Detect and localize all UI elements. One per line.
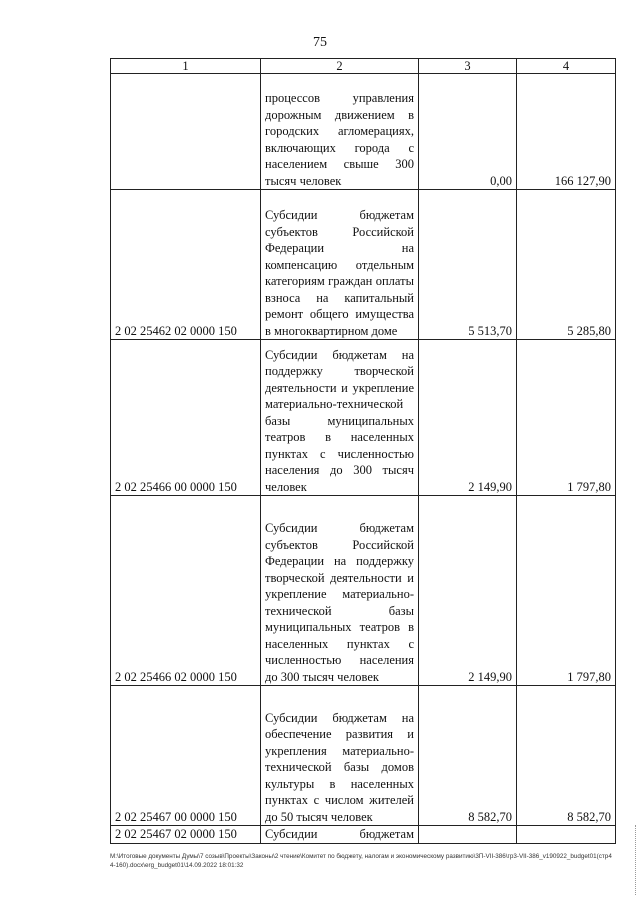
column-header-4: 4 [517,59,616,74]
table-row [111,686,616,826]
description-cell: Субсидии бюджетам на обеспечение развития и укрепления материально-технической базы домов культуры в населенных пунктах с числом жителей до 50 тысяч человек [261,686,419,826]
document-path-footer: M:\Итоговые документы Думы\7 созыв\Проекты\Законы\2 чтение\Комитет по бюджету, налогам и экономическому развитию\3П-VII-386\гр3-VII-386_v190922_budget01(стр44-160).docx\erg_budget01\14.09.2022 18:01:32 [110,853,612,869]
budget-code-cell: 2 02 25466 00 0000 150 [111,340,261,496]
page-number: 75 [313,35,327,50]
budget-code-cell: 2 02 25462 02 0000 150 [111,190,261,340]
amount-col3-cell: 2 149,90 [419,340,517,496]
description-cell: Субсидии бюджетам субъектов Российской Федерации на компенсацию отдельным категориям граждан оплаты взноса на капитальный ремонт общего имущества в многоквартирном доме [261,190,419,340]
table-row [111,496,616,686]
description-cell: Субсидии бюджетам на поддержку творческой деятельности и укрепление материально-технической базы муниципальных театров в населенных пунктах с численностью населения до 300 тысяч человек [261,340,419,496]
amount-col4-cell [517,826,616,844]
column-header-3: 3 [419,59,517,74]
amount-col4-cell: 5 285,80 [517,190,616,340]
amount-col3-cell: 5 513,70 [419,190,517,340]
table-row [111,826,616,844]
table-row [111,74,616,190]
amount-col3-cell: 2 149,90 [419,496,517,686]
table-header-row [111,59,616,74]
column-header-1: 1 [111,59,261,74]
margin-mark [635,825,638,895]
budget-revenue-table [110,58,616,844]
amount-col3-cell: 0,00 [419,74,517,190]
description-cell: Субсидии бюджетам [261,826,419,844]
amount-col4-cell: 8 582,70 [517,686,616,826]
amount-col4-cell: 1 797,80 [517,496,616,686]
table-row [111,190,616,340]
amount-col4-cell: 1 797,80 [517,340,616,496]
column-header-2: 2 [261,59,419,74]
budget-code-cell: 2 02 25467 02 0000 150 [111,826,261,844]
amount-col3-cell: 8 582,70 [419,686,517,826]
amount-col3-cell [419,826,517,844]
table-row [111,340,616,496]
description-cell: процессов управления дорожным движением в городских агломерациях, включающих города с населением свыше 300 тысяч человек [261,74,419,190]
budget-code-cell [111,74,261,190]
budget-code-cell: 2 02 25467 00 0000 150 [111,686,261,826]
description-cell: Субсидии бюджетам субъектов Российской Федерации на поддержку творческой деятельности и укрепление материально-технической базы муниципальных театров в населенных пунктах с численностью населения до 300 тысяч человек [261,496,419,686]
budget-code-cell: 2 02 25466 02 0000 150 [111,496,261,686]
amount-col4-cell: 166 127,90 [517,74,616,190]
